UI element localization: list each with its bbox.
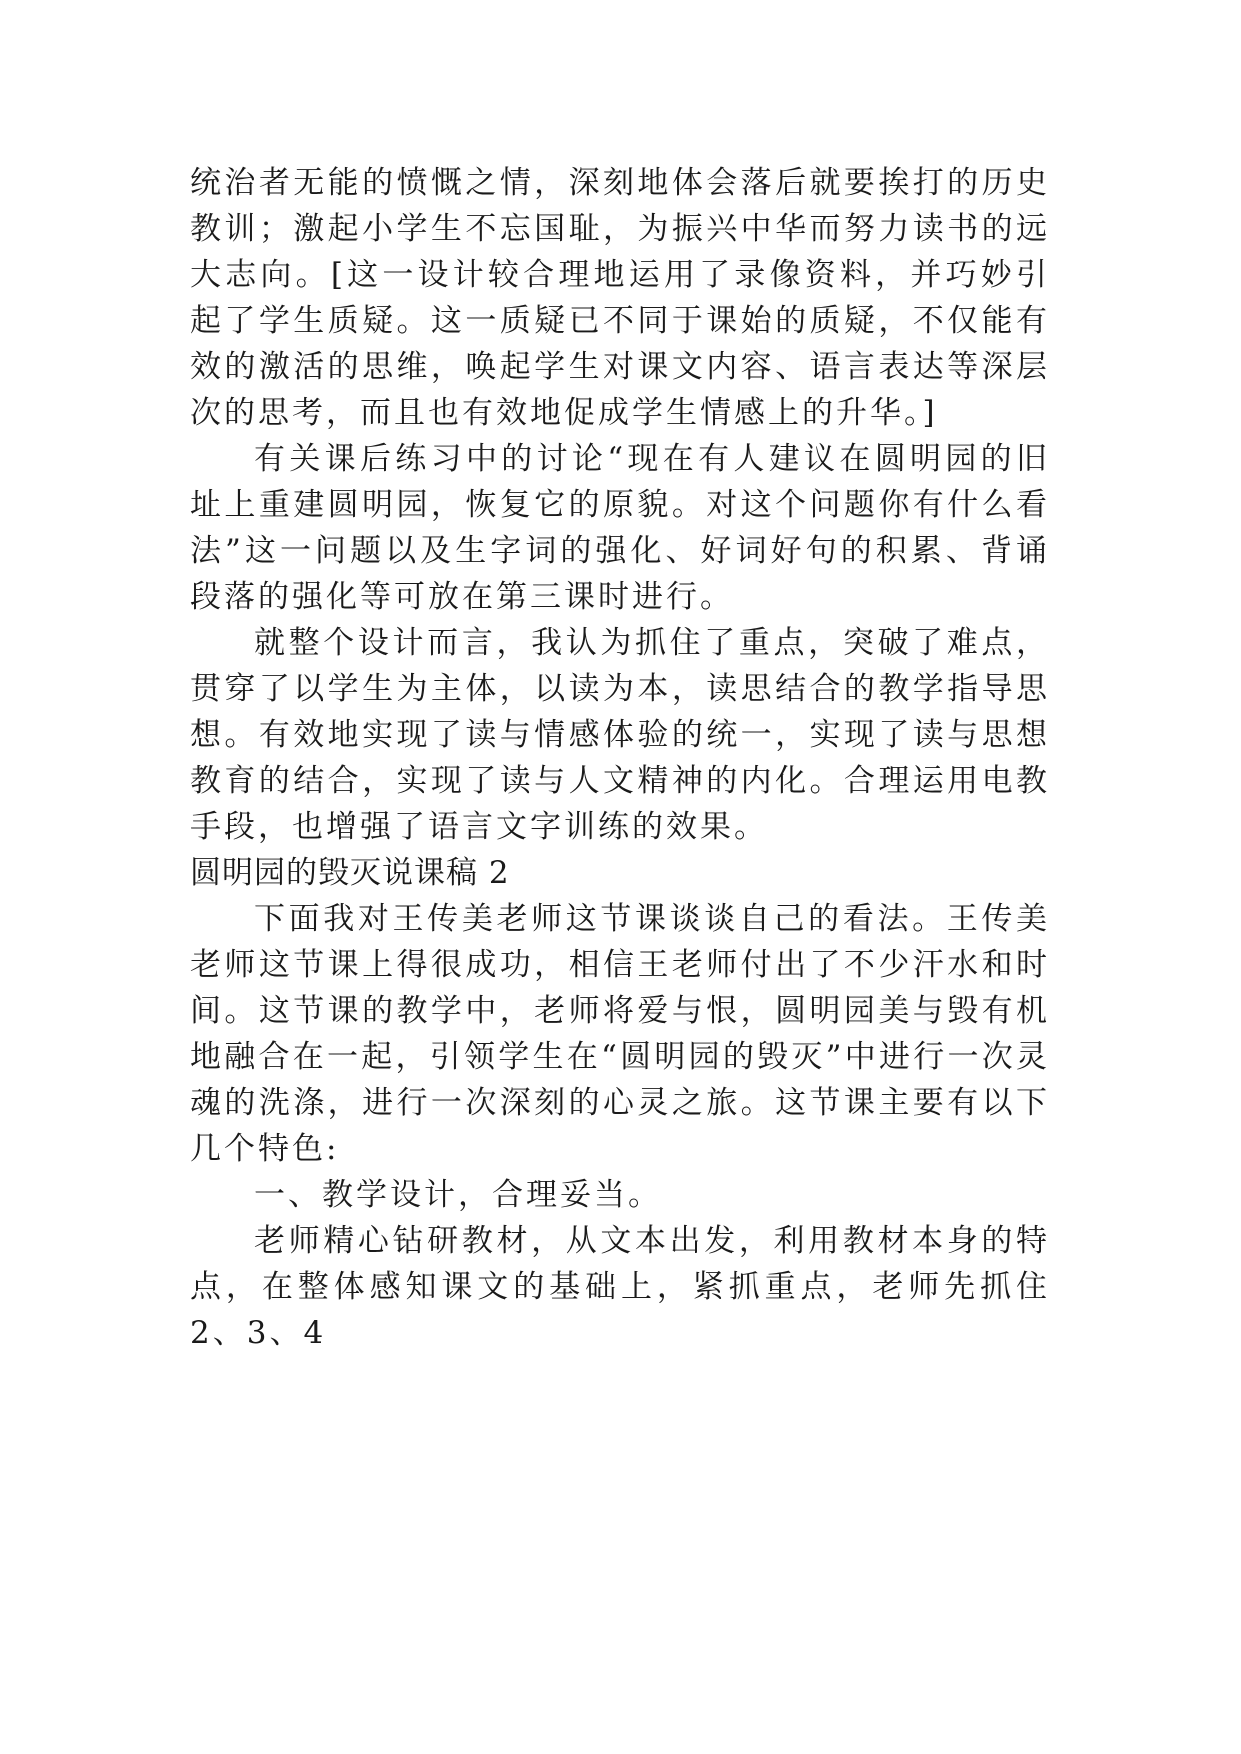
paragraph-teaching-method: 老师精心钻研教材，从文本出发，利用教材本身的特点，在整体感知课文的基础上，紧抓重点，老师先抓住 2、3、4	[190, 1223, 1050, 1351]
document-body	[190, 160, 1050, 1356]
paragraph-point-one: 一、教学设计，合理妥当。	[254, 1177, 662, 1213]
paragraph-continuation: 统治者无能的愤慨之情，深刻地体会落后就要挨打的历史教训；激起小学生不忘国耻，为振兴中华而努力读书的远大志向。[这一设计较合理地运用了录像资料，并巧妙引起了学生质疑。这一质疑已不同于课始的质疑，不仅能有效的激活的思维，唤起学生对课文内容、语言表达等深层次的思考，而且也有效地促成学生情感上的升华。]	[190, 165, 1050, 431]
paragraph-exercise-discussion: 有关课后练习中的讨论“现在有人建议在圆明园的旧址上重建圆明园，恢复它的原貌。对这个问题你有什么看法”这一问题以及生字词的强化、好词好句的积累、背诵段落的强化等可放在第三课时进行。	[190, 441, 1050, 615]
paragraph-design-summary: 就整个设计而言，我认为抓住了重点，突破了难点，贯穿了以学生为主体，以读为本，读思结合的教学指导思想。有效地实现了读与情感体验的统一，实现了读与思想教育的结合，实现了读与人文精神的内化。合理运用电教手段，也增强了语言文字训练的效果。	[190, 625, 1050, 845]
paragraph-lesson-review: 下面我对王传美老师这节课谈谈自己的看法。王传美老师这节课上得很成功，相信王老师付出了不少汗水和时间。这节课的教学中，老师将爱与恨，圆明园美与毁有机地融合在一起，引领学生在“圆明园的毁灭”中进行一次灵魂的洗涤，进行一次深刻的心灵之旅。这节课主要有以下几个特色:	[190, 901, 1050, 1167]
section-heading: 圆明园的毁灭说课稿 2	[190, 855, 510, 891]
